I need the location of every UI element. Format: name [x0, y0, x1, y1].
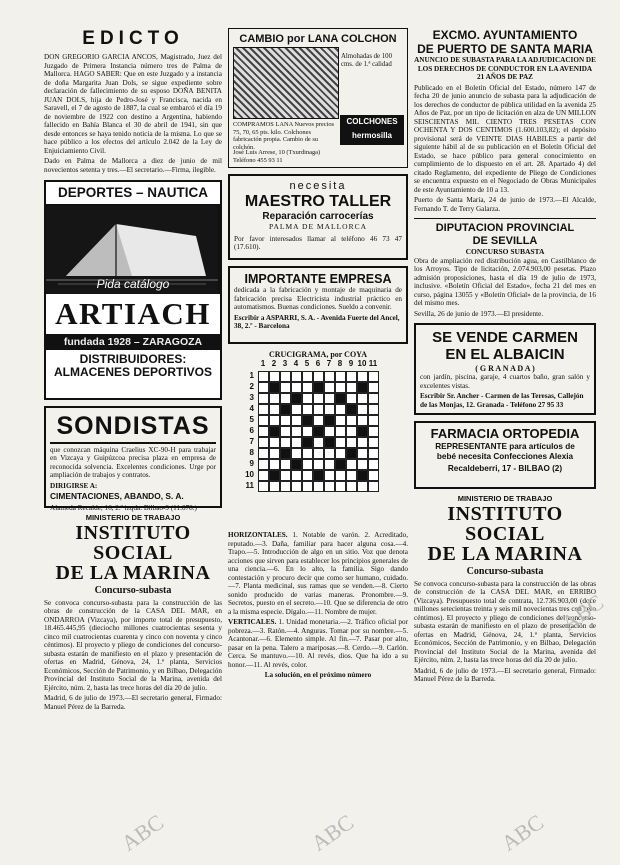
instituto-footer: Madrid, 6 de julio de 1973.—El secretario general, Firmado: Manuel Pérez de la Barreda.	[44, 694, 222, 711]
grid-row-number: 1	[249, 371, 254, 381]
column-right	[414, 28, 596, 686]
cruci-vert-text: 1. Unidad monetaria.—2. Tráfico oficial por pobreza.—3. Ratón.—4. Anguras. Tomar por su nombre.—5. Acantonar.—6. Elemento simple. Al fin.—7. Pasar por alto, pasar en la pena. Talero a mariposas.—8. Cerdo.—9. Carlón. Cerca. Se mantuvo.—10. Al revés, dios. Que ha ido a su honor.—11. Al revés, color.	[228, 618, 409, 669]
edicto-body: DON GREGORIO GARCIA ANCOS, Magistrado, Juez del Juzgado de Primera Instancia número tres de Palma de Mallorca. HAGO SABER: Que en este Juzgado y a instancia de doña Margarita Juan Dols, se sigue expediente sobre declaración de fallecimiento de su esposo DOÑA BENITA JUAN DOLS, hija de Pedro-José y Francisca, nacida en Saravell, el 7 de agosto de 1887, la cual se embarcó el día 19 de noviembre de 1922 con destino a Argentina, habiendo fallecido en Bahía Blanca el 30 de abril de 1941, sin que desde entonces se haya tenido noticia de la misma. Lo que se hace público a los efectos del artículo 2.042 de la Ley de Enjuiciamiento Civil.	[44, 53, 222, 155]
grid-cell[interactable]	[291, 437, 302, 448]
grid-cell[interactable]	[324, 426, 335, 437]
grid-cell[interactable]	[291, 382, 302, 393]
grid-cell[interactable]	[368, 426, 379, 437]
grid-cell[interactable]	[335, 481, 346, 492]
grid-row-number: 8	[249, 448, 254, 458]
grid-col-number: 4	[293, 359, 299, 369]
watermark-3: ABC	[496, 809, 549, 856]
instituto-r-footer: Madrid, 6 de julio de 1973.—El secretario general, Firmado: Manuel Pérez de la Barreda.	[414, 666, 596, 684]
grid-cell[interactable]	[357, 459, 368, 470]
grid-cell[interactable]	[324, 371, 335, 382]
excmo-sub: ANUNCIO DE SUBASTA PARA LA ADJUDICACION DE LOS DERECHOS DE CONDUCTOR EN LA AVENIDA 21 AÑOS DE PAZ	[414, 56, 596, 82]
watermark-4: ABC	[556, 589, 609, 636]
grid-cell-black	[280, 448, 291, 459]
grid-cell-black	[335, 459, 346, 470]
grid-cell[interactable]	[346, 415, 357, 426]
diputacion-notice	[414, 222, 596, 318]
carmen-ad	[414, 323, 596, 415]
cruci-vert	[228, 618, 408, 669]
grid-cell[interactable]	[302, 470, 313, 481]
grid-row-number: 4	[249, 404, 254, 414]
grid-cell-black	[357, 382, 368, 393]
hermosilla-brand: COLCHONES hermosilla	[340, 115, 404, 145]
grid-cell-black	[313, 426, 324, 437]
grid-cell[interactable]	[324, 404, 335, 415]
cruci-solution: La solución, en el próximo número	[264, 671, 372, 680]
grid-cell[interactable]	[368, 393, 379, 404]
carmen-title-2: EN EL ALBAICIN	[445, 346, 565, 364]
instituto-sub: Concurso-subasta	[94, 585, 172, 597]
grid-cell[interactable]	[302, 382, 313, 393]
grid-cell[interactable]	[258, 393, 269, 404]
grid-cell[interactable]	[258, 382, 269, 393]
excmo-title-1: EXCMO. AYUNTAMIENTO	[432, 28, 578, 42]
grid-cell[interactable]	[313, 415, 324, 426]
farmacia-address: Recaldeberri, 17 - BILBAO (2)	[447, 464, 563, 474]
grid-cell[interactable]	[357, 415, 368, 426]
grid-cell[interactable]	[258, 415, 269, 426]
grid-cell[interactable]	[346, 371, 357, 382]
grid-row-number: 5	[249, 415, 254, 425]
grid-cell[interactable]	[269, 481, 280, 492]
grid-cell-black	[357, 470, 368, 481]
grid-cell[interactable]	[324, 448, 335, 459]
grid-cell[interactable]	[269, 448, 280, 459]
instituto-r-title-2: DE LA MARINA	[427, 543, 583, 566]
cruci-horiz	[228, 531, 408, 616]
grid-cell[interactable]	[280, 470, 291, 481]
grid-cell[interactable]	[258, 481, 269, 492]
instituto-r-body: Se convoca concurso-subasta para la construcción de las obras de construcción de la CASA DEL MAR, en ERRIBO (Vizcaya). Presupuesto total de contrata, 12.736.903,00 (doce millones setecientas treinta y seis mil novecientas tres con cero céntimos). El proyecto y pliego de condiciones del concurso-subasta estarán de manifiesto en el plazo de presentación de ofertas en Madrid, Génova, 24, 1.ª planta, Servicios Económicos, Sección de Patrimonio, y en Bilbao, Delegación Provincial del Instituto Social de la Marina, avenida del Ejército, núm. 2, hasta las trece horas del día 20 de julio.	[414, 579, 596, 665]
grid-col-number: 5	[304, 359, 310, 369]
grid-cell[interactable]	[368, 404, 379, 415]
maestro-body: Por favor interesados llamar al teléfono 46 73 47 (17.610).	[234, 235, 402, 252]
maestro-title: MAESTRO TALLER	[244, 192, 392, 210]
dip-title-1: DIPUTACION PROVINCIAL	[435, 222, 575, 235]
grid-cell[interactable]	[357, 437, 368, 448]
lana-body: COMPRAMOS LANA Nuevos precios 75, 70, 65 pts. kilo. Colchones fabricación propia. Cambio de su colchón.	[233, 121, 335, 151]
excmo-body: Publicado en el Boletín Oficial del Estado, número 147 de fecha 20 de junio anuncio de subasta para la adjudicación de los derechos de conductor de pública utilidad en la avenida 25 Años de Paz, por un tipo de licitación en alza de UN MILLON SEISCIENTAS MIL CIENTO TRES PESETAS CON OCHENTA Y DOS CENTIMOS (1.600.103,82); el depósito provisional será de VEINTE DIAS HABILES a partir del siguiente hábil al de su publicación en el Boletín Oficial del Estado, se hace público para general conocimiento en cumplimiento de lo dispuesto en el art. 28. Apartado 4) del citado Reglamento, del expediente de Pliego de Condiciones se encuentra expuesto en el Negociado de Obras Municipales de este Ayuntamiento de 10 a 13.	[414, 83, 596, 194]
grid-cell[interactable]	[368, 371, 379, 382]
grid-cell[interactable]	[357, 371, 368, 382]
ministry-label-r: MINISTERIO DE TRABAJO	[457, 494, 553, 504]
grid-cell[interactable]	[269, 393, 280, 404]
instituto-title-1: INSTITUTO SOCIAL	[75, 522, 191, 565]
grid-row-number: 9	[249, 459, 254, 469]
grid-cell[interactable]	[258, 459, 269, 470]
excmo-title-2: DE PUERTO DE SANTA MARIA	[417, 42, 593, 57]
grid-cell-black	[269, 426, 280, 437]
grid-cell[interactable]	[280, 459, 291, 470]
grid-cell[interactable]	[357, 393, 368, 404]
watermark-2: ABC	[306, 809, 359, 856]
grid-cell[interactable]	[280, 393, 291, 404]
artiach-brand: ARTIACH	[55, 296, 211, 332]
grid-col-number: 6	[315, 359, 321, 369]
pida-catalogo: Pida catálogo	[96, 276, 170, 291]
grid-cell[interactable]	[258, 371, 269, 382]
grid-cell[interactable]	[313, 459, 324, 470]
grid-cell[interactable]	[324, 393, 335, 404]
grid-cell[interactable]	[324, 459, 335, 470]
grid-cell[interactable]	[346, 437, 357, 448]
grid-cell-black	[335, 393, 346, 404]
grid-cell[interactable]	[313, 404, 324, 415]
lana-address: José Luis Arrese, 10 (Txurdinaga) Teléfono 455 93 11	[233, 149, 321, 164]
farmacia-ad	[414, 421, 596, 489]
grid-cell[interactable]	[357, 404, 368, 415]
grid-cell[interactable]	[280, 371, 291, 382]
grid-cell[interactable]	[269, 437, 280, 448]
edicto-footer: Dado en Palma de Mallorca a diez de junio de mil novecientos setenta y tres.—El secretario.—Firma, ilegible.	[44, 157, 222, 174]
grid-cell[interactable]	[258, 448, 269, 459]
edicto-title: EDICTO	[82, 28, 184, 49]
dist-label: DISTRIBUIDORES:	[79, 352, 187, 367]
grid-cell[interactable]	[335, 382, 346, 393]
grid-cell[interactable]	[335, 404, 346, 415]
grid-cell[interactable]	[335, 448, 346, 459]
grid-cell[interactable]	[313, 437, 324, 448]
artiach-founded: fundada 1928 – ZARAGOZA	[46, 334, 220, 350]
maestro-ad	[228, 174, 408, 260]
grid-cell[interactable]	[368, 470, 379, 481]
cruci-horiz-label: HORIZONTALES.	[228, 531, 288, 540]
grid-cell-black	[280, 404, 291, 415]
sondistas-ad	[44, 406, 222, 513]
sondistas-address: Alameda Recalde, 16, 2.º izqda. Bilbao-9 (11.678.)	[50, 504, 197, 513]
grid-cell[interactable]	[368, 481, 379, 492]
instituto-right	[414, 495, 596, 683]
grid-cell[interactable]	[357, 448, 368, 459]
grid-cell[interactable]	[291, 448, 302, 459]
sondistas-body: que conozcan máquina Craelius XC-90-H para trabajar en Vizcaya y Guipúzcoa precisa plaza en empresa de reconocida solvencia. Excelentes condiciones. Urge por ampliación de trabajos y contratos.	[50, 445, 216, 480]
grid-cell[interactable]	[368, 459, 379, 470]
dip-footer: Sevilla, 26 de junio de 1973.—El presidente.	[414, 309, 544, 318]
grid-cell[interactable]	[269, 371, 280, 382]
grid-cell[interactable]	[291, 481, 302, 492]
grid-cell[interactable]	[291, 470, 302, 481]
cruci-horiz-text: 1. Notable de varón. 2. Acreditado, reputado.—3. Daña, familiar para hacer alguna cosa.—4. Trapo.—5. Introducción de algo en un sitio. Voz que denota acciones que sirven para establecer los principios generales de una ciencia.—6. En lo alto, la familia. Sigo dando contestación y procuro decir que como ser humano, cuidado.—7. Planta medicinal, sus ramas que se venden.—8. Cierto sonido producido de varias maneras. Pronombre.—9. Secretos, puesto en el secreto.—10. Que se diferencia de otro a la misma especie. Dígalo.—11. Nombre de mujer.	[228, 531, 409, 616]
grid-row-number: 3	[249, 393, 254, 403]
grid-cell[interactable]	[313, 481, 324, 492]
grid-row-number: 10	[245, 470, 254, 480]
instituto-body: Se convoca concurso-subasta para la construcción de las obras de construcción de la CASA DEL MAR, en ONDARROA (Vizcaya), por importe total de presupuesto, 18.465.445,95 (dieciocho millones cuatrocientas sesenta y cinco mil cuatrocientas cuarenta y cinco con noventa y cinco céntimos). El proyecto y pliego de condiciones del concurso-subasta estarán de manifiesto en el plazo y presentación de ofertas en Madrid, Génova, 24, 1.ª planta, Servicios Económicos, Sección de Patrimonio, y en Bilbao, Delegación Provincial del Instituto Social de la Marina, avenida del Ejército, núm. 2, hasta las trece horas del día 20 de julio.	[44, 598, 222, 692]
grid-col-number: 9	[348, 359, 354, 369]
grid-cell[interactable]	[368, 382, 379, 393]
grid-cell[interactable]	[280, 481, 291, 492]
lana-header: CAMBIO por LANA COLCHON	[239, 33, 397, 45]
farmacia-title: FARMACIA ORTOPEDIA	[430, 426, 580, 442]
grid-cell[interactable]	[302, 481, 313, 492]
grid-cell[interactable]	[280, 415, 291, 426]
grid-cell[interactable]	[368, 448, 379, 459]
empresa-title: IMPORTANTE EMPRESA	[244, 272, 392, 286]
grid-cell[interactable]	[302, 426, 313, 437]
cruci-title: CRUCIGRAMA, por COYA	[268, 350, 367, 359]
grid-cell-black	[346, 404, 357, 415]
carmen-address: Escribir Sr. Ancher - Carmen de las Teresas, Callejón de las Monjas, 12. Granada - Teléfono 27 95 33	[420, 392, 584, 409]
grid-cell[interactable]	[335, 426, 346, 437]
ministry-label: MINISTERIO DE TRABAJO	[85, 513, 181, 523]
grid-cell-black	[269, 382, 280, 393]
grid-cell-black	[291, 459, 302, 470]
grid-cell-black	[269, 470, 280, 481]
grid-cell-black	[357, 426, 368, 437]
grid-cell-black	[313, 382, 324, 393]
crossword-grid	[228, 359, 408, 531]
empresa-body: dedicada a la fabricación y montaje de maquinaria de fabricación precisa Electricista industrial práctico en automatismos. Buenas condiciones. Sueldo a convenir.	[234, 286, 402, 312]
farmacia-body-1: REPRESENTANTE para artículos de	[435, 442, 575, 452]
column-middle	[228, 28, 408, 682]
grid-cell[interactable]	[280, 382, 291, 393]
empresa-ad	[228, 266, 408, 344]
dip-title-2: DE SEVILLA	[472, 235, 538, 247]
grid-cell[interactable]	[291, 404, 302, 415]
grid-cell[interactable]	[313, 393, 324, 404]
deportes-header: DEPORTES – NAUTICA	[46, 182, 220, 206]
grid-cell[interactable]	[258, 426, 269, 437]
grid-cell[interactable]	[346, 393, 357, 404]
grid-cell[interactable]	[291, 371, 302, 382]
grid-cell[interactable]	[335, 437, 346, 448]
grid-cell[interactable]	[313, 371, 324, 382]
carmen-sub: ( G R A N A D A )	[475, 363, 535, 373]
carmen-title-1: SE VENDE CARMEN	[432, 329, 578, 347]
grid-col-number: 8	[337, 359, 343, 369]
artiach-ad	[44, 180, 222, 400]
grid-cell[interactable]	[269, 415, 280, 426]
grid-cell-black	[302, 415, 313, 426]
grid-row-number: 6	[249, 426, 254, 436]
sondistas-title: SONDISTAS	[50, 412, 216, 444]
grid-cell[interactable]	[346, 382, 357, 393]
grid-cell[interactable]	[368, 437, 379, 448]
instituto-r-title-1: INSTITUTO SOCIAL	[447, 503, 563, 546]
grid-cell[interactable]	[346, 470, 357, 481]
lana-colchon-ad	[228, 28, 408, 168]
grid-cell-black	[324, 415, 335, 426]
grid-cell[interactable]	[302, 393, 313, 404]
grid-cell[interactable]	[324, 470, 335, 481]
grid-row-number: 11	[245, 481, 254, 491]
grid-cell[interactable]	[335, 470, 346, 481]
grid-cell[interactable]	[346, 481, 357, 492]
instituto-left	[44, 514, 222, 711]
grid-cell[interactable]	[291, 415, 302, 426]
instituto-r-sub: Concurso-subasta	[466, 566, 544, 578]
grid-cell-black	[324, 437, 335, 448]
dist-name: ALMACENES DEPORTIVOS	[53, 365, 212, 380]
grid-cell[interactable]	[291, 426, 302, 437]
dip-sub: CONCURSO SUBASTA	[465, 246, 545, 256]
grid-cell[interactable]	[280, 437, 291, 448]
grid-cell[interactable]	[335, 415, 346, 426]
grid-col-number: 3	[282, 359, 288, 369]
dip-body: Obra de ampliación red distribución agua, en Castilblanco de los Arroyos. Tipo de licitación, 2.074.903,00 pesetas. Plazo admisión proposiciones, hasta el día 19 de julio de 1973, inclusive. «Boletín Oficial del Estado», fecha 21 del mes en curso, página 13055 y «Boletín Oficial» de la provincia, de 16 del mismo mes.	[414, 256, 596, 308]
grid-cell[interactable]	[258, 470, 269, 481]
grid-cell[interactable]	[346, 426, 357, 437]
grid-row-number: 2	[249, 382, 254, 392]
grid-cell[interactable]	[258, 404, 269, 415]
grid-cell[interactable]	[324, 382, 335, 393]
grid-cell[interactable]	[302, 448, 313, 459]
grid-cell-black	[291, 393, 302, 404]
grid-cell[interactable]	[258, 437, 269, 448]
column-left	[44, 28, 222, 713]
grid-cell[interactable]	[324, 481, 335, 492]
empresa-address: Escribir a ASPARRI, S. A. - Avenida Fuerte del Ancel, 38, 2.º - Barcelona	[234, 313, 400, 331]
watermark-1: ABC	[116, 809, 169, 856]
maestro-sub: Reparación carrocerías	[262, 211, 374, 223]
carmen-body: con jardín, piscina, garaje, 4 cuartos baño, gran salón y excelentes vistas.	[420, 373, 590, 390]
crucigrama	[228, 350, 408, 680]
excmo-footer: Puerto de Santa María, 24 de junio de 1973.—El Alcalde, Fernando T. de Terry Galarza.	[414, 196, 596, 213]
grid-cell-black	[313, 470, 324, 481]
grid-col-number: 11	[368, 359, 378, 369]
grid-col-number: 2	[271, 359, 277, 369]
sondistas-dir: DIRIGIRSE A:	[50, 481, 98, 490]
grid-cell[interactable]	[357, 481, 368, 492]
sondistas-company: CIMENTACIONES, ABANDO, S. A.	[50, 491, 184, 502]
grid-cell[interactable]	[335, 371, 346, 382]
maestro-top: necesita	[289, 180, 347, 192]
artiach-distributors	[46, 350, 220, 379]
grid-col-number: 1	[260, 359, 266, 369]
instituto-title-2: DE LA MARINA	[55, 562, 211, 585]
grid-cell[interactable]	[302, 459, 313, 470]
grid-cell[interactable]	[269, 459, 280, 470]
grid-cell[interactable]	[269, 404, 280, 415]
maestro-city: PALMA DE MALLORCA	[269, 222, 367, 232]
grid-cell[interactable]	[313, 448, 324, 459]
edicto-notice	[44, 28, 222, 174]
grid-cell[interactable]	[302, 404, 313, 415]
grid-cell-black	[302, 437, 313, 448]
cruci-vert-label: VERTICALES.	[228, 618, 277, 627]
grid-row-number: 7	[249, 437, 254, 447]
grid-col-number: 7	[326, 359, 332, 369]
mattress-icon	[233, 47, 339, 119]
grid-col-number: 10	[357, 359, 367, 369]
grid-cell[interactable]	[368, 415, 379, 426]
grid-cell[interactable]	[280, 426, 291, 437]
farmacia-body-2: bebé necesita Confecciones Alexia	[436, 451, 574, 461]
grid-cell[interactable]	[346, 459, 357, 470]
tent-illustration	[46, 206, 220, 294]
excmo-notice	[414, 28, 596, 213]
divider	[414, 218, 596, 219]
lana-tagline: Almohadas de 100 cms. de 1.ª calidad	[341, 53, 392, 69]
grid-cell-black	[346, 448, 357, 459]
grid-cell[interactable]	[302, 371, 313, 382]
